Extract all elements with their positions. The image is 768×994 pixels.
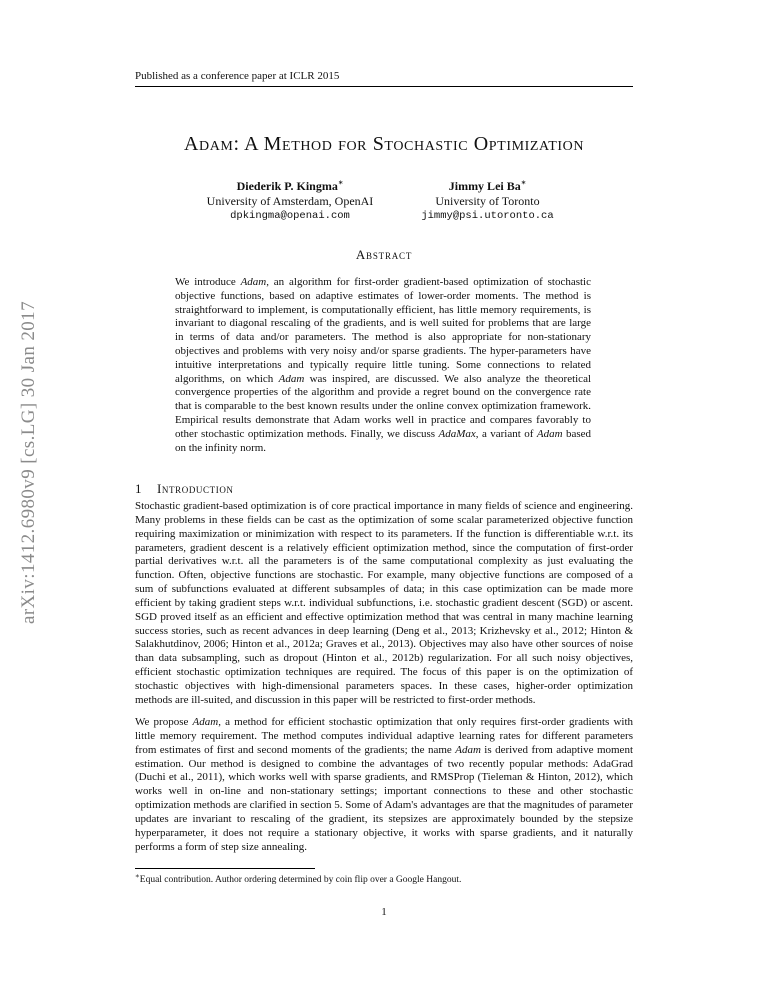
footnote-rule: [135, 868, 315, 869]
section-title: Introduction: [157, 481, 234, 496]
page-number: 1: [381, 906, 387, 918]
author-2-affiliation: University of Toronto: [435, 194, 540, 208]
abstract-heading: Abstract: [355, 247, 413, 262]
section-heading-introduction: [135, 481, 234, 497]
footnote-mark: ∗: [135, 872, 140, 880]
author-2-name: Jimmy Lei Ba∗: [448, 178, 527, 193]
intro-paragraph-2: We propose Adam, a method for efficient stochastic optimization that only requires first-order gradients with little memory requirement. The method computes individual adaptive learning rates for different parameters from estimates of first and second moments of the gradients; the name Adam is derived from adaptive moment estimation. Our method is designed to combine the advantages of two recently popular methods: AdaGrad (Duchi et al., 2011), which works well with sparse gradients, and RMSProp (Tieleman & Hinton, 2012), which works well in on-line and non-stationary settings; important connections to these and other stochastic optimization methods are clarified in section 5. Some of Adam's advantages are that the magnitudes of parameter updates are invariant to rescaling of the gradient, its stepsizes are approximately bounded by the stepsize hyperparameter, it does not require a stationary objective, it works with sparse gradients, and it naturally performs a form of step size annealing.: [135, 716, 633, 853]
arxiv-stamp: arXiv:1412.6980v9 [cs.LG] 30 Jan 2017: [18, 301, 39, 624]
author-1-mark: ∗: [337, 178, 344, 187]
paper-title: Adam: A Method for Stochastic Optimization: [183, 133, 585, 155]
author-2-mark: ∗: [520, 178, 527, 187]
intro-paragraph-1: Stochastic gradient-based optimization is of core practical importance in many fields of science and engineering. Many problems in these fields can be cast as the optimization of some scalar parameterized objective function requiring maximization or minimization with respect to its parameters. If the function is differentiable w.r.t. its parameters, gradient descent is a relatively efficient optimization method, since the computation of first-order partial derivatives w.r.t. all the parameters is of the same computational complexity as just evaluating the function. Often, objective functions are stochastic. For example, many objective functions are composed of a sum of subfunctions evaluated at different subsamples of data; in this case optimization can be made more efficient by taking gradient steps w.r.t. individual subfunctions, i.e. stochastic gradient descent (SGD) or ascent. SGD proved itself as an efficient and effective optimization method that was central in many machine learning success stories, such as recent advances in deep learning (Deng et al., 2013; Krizhevsky et al., 2012; Hinton & Salakhutdinov, 2006; Hinton et al., 2012a; Graves et al., 2013). Objectives may also have other sources of noise than data subsampling, such as dropout (Hinton et al., 2012b) regularization. For all such noisy objectives, efficient stochastic optimization techniques are required. The focus of this paper is on the optimization of stochastic objectives with high-dimensional parameters spaces. In these cases, higher-order optimization methods are ill-suited, and discussion in this paper will be restricted to first-order methods.: [135, 500, 633, 706]
author-1-name: Diederik P. Kingma∗: [236, 178, 344, 193]
author-1-affiliation: University of Amsterdam, OpenAI: [206, 194, 374, 208]
abstract-text: We introduce Adam, an algorithm for first-order gradient-based optimization of stochastic objective functions, based on adaptive estimates of lower-order moments. The method is straightforward to implement, is computationally efficient, has little memory requirements, is invariant to diagonal rescaling of the gradients, and is well suited for problems that are large in terms of data and/or parameters. The method is also appropriate for non-stationary objectives and problems with very noisy and/or sparse gradients. The hyper-parameters have intuitive interpretations and typically require little tuning. Some connections to related algorithms, on which Adam was inspired, are discussed. We also analyze the theoretical convergence properties of the algorithm and provide a regret bound on the convergence rate that is comparable to the best known results under the online convex optimization framework. Empirical results demonstrate that Adam works well in practice and compares favorably to other stochastic optimization methods. Finally, we discuss AdaMax, a variant of Adam based on the infinity norm.: [175, 276, 592, 454]
footnote: [135, 872, 461, 885]
author-2-email[interactable]: jimmy@psi.utoronto.ca: [421, 210, 554, 222]
author-1: [200, 175, 380, 224]
author-1-email[interactable]: dpkingma@openai.com: [230, 210, 350, 222]
section-number: 1: [135, 481, 143, 496]
author-2: [405, 175, 570, 224]
running-header: Published as a conference paper at ICLR 2015: [135, 70, 340, 82]
header-rule: [135, 86, 633, 87]
footnote-text: Equal contribution. Author ordering determined by coin flip over a Google Hangout.: [139, 875, 462, 886]
